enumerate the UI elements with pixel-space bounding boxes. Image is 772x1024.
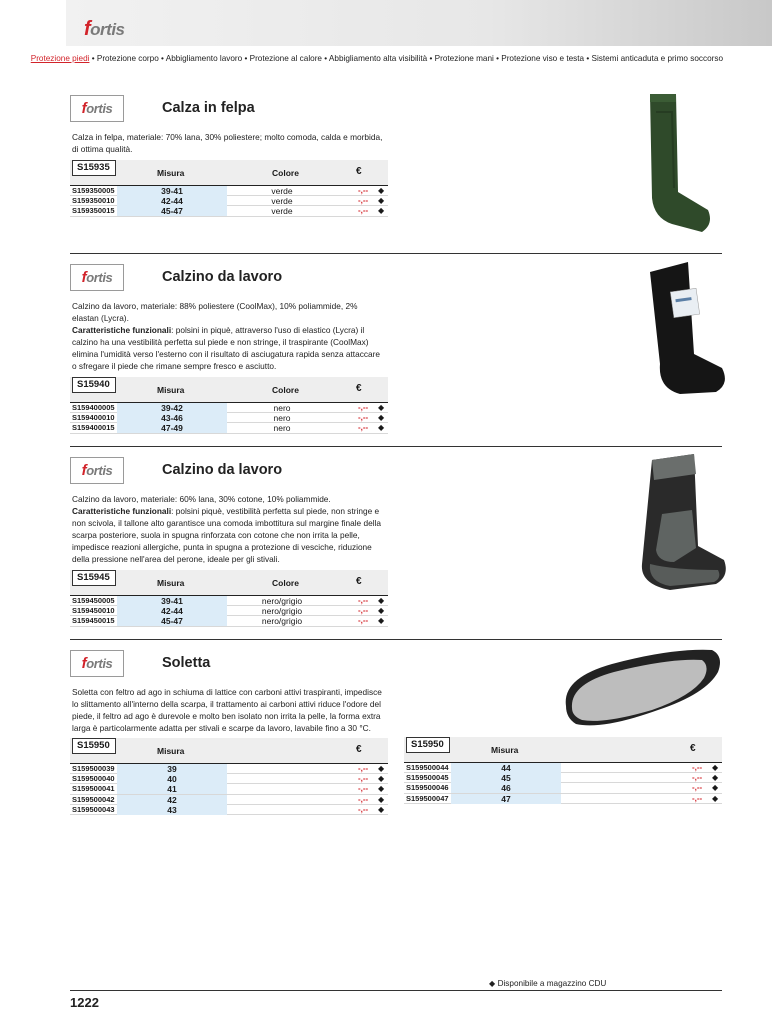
diamond-icon: ◆ (712, 763, 719, 772)
table-row: S159500044 44 -,-- ◆ (404, 763, 722, 773)
product-code: S15950 (406, 737, 450, 753)
brand-logo: fortis (84, 18, 125, 40)
product-description: Calza in felpa, materiale: 70% lana, 30% poliestere; molto comoda, calda e morbida, di ottima qualità. (72, 132, 383, 154)
insole-image (562, 646, 724, 732)
product-table: S15945 Misura Colore € S159450005 39-41 nero/grigio -,-- ◆ S159450010 42-44 nero/grigio -,-- ◆ S159450015 45-47 nero/grigio -,-- ◆ (70, 570, 388, 627)
product-table: S15935 Misura Colore € S159350005 39-41 verde -,-- ◆ S159350010 42-44 verde -,-- ◆ S159350015 45-47 verde -,-- ◆ (70, 160, 388, 217)
product-code: S15950 (72, 738, 116, 754)
green-sock-image (628, 92, 714, 240)
diamond-icon: ◆ (712, 783, 719, 793)
diamond-icon: ◆ (378, 403, 385, 412)
product-title: Calza in felpa (162, 100, 255, 116)
product-code: S15945 (72, 570, 116, 586)
product-code: S15940 (72, 377, 116, 393)
diamond-icon: ◆ (712, 793, 719, 803)
diamond-icon: ◆ (378, 413, 385, 423)
table-row: S159350010 42-44 verde -,-- ◆ (70, 196, 388, 206)
product-table: S15940 Misura Colore € S159400005 39-42 nero -,-- ◆ S159400010 43-46 nero -,-- ◆ S159400015 47-49 nero -,-- ◆ (70, 377, 388, 434)
section-divider (70, 253, 722, 254)
product-table-right: S15950 Misura € S159500044 44 -,-- ◆ S159500045 45 -,-- ◆ S159500046 46 -,-- ◆ S159500047 47 -,-- ◆ (404, 737, 722, 804)
section-divider (70, 639, 722, 640)
fortis-logo: fortis (70, 264, 124, 291)
table-row: S159450010 42-44 nero/grigio -,-- ◆ (70, 606, 388, 616)
table-row: S159500043 43 -,-- ◆ (70, 805, 388, 815)
page-number: 1222 (70, 995, 99, 1010)
diamond-icon: ◆ (378, 596, 385, 605)
table-row: S159500045 45 -,-- ◆ (404, 773, 722, 783)
table-row: S159350015 45-47 verde -,-- ◆ (70, 206, 388, 216)
diamond-icon: ◆ (378, 423, 385, 433)
nav-protezione-piedi[interactable]: Protezione piedi (30, 54, 90, 63)
table-row: S159400010 43-46 nero -,-- ◆ (70, 413, 388, 423)
product-description: Calzino da lavoro, materiale: 88% poliestere (CoolMax), 10% poliammide, 2% elastan (Lycra). Caratteristiche funzionali: polsini in piquè, attraverso l'uso di elastico (Lycra) il calzino ha una vestibilità perfetta sul piede e non stringe, il traspirante (CoolMax) elimina l'umidità verso l'esterno con il risultato di asciugatura rapida senza attaccare o sfregare il piede che rimane sempre fresco e asciutto. (72, 301, 381, 371)
table-row: S159400015 47-49 nero -,-- ◆ (70, 423, 388, 433)
diamond-icon: ◆ (378, 784, 385, 794)
product-title: Soletta (162, 655, 211, 671)
table-row: S159450005 39-41 nero/grigio -,-- ◆ (70, 596, 388, 606)
header-band (66, 0, 772, 46)
diamond-icon: ◆ (378, 764, 385, 773)
product-description: Calzino da lavoro, materiale: 60% lana, 30% cotone, 10% poliammide. Caratteristiche funzionali: polsini piquè, vestibilità perfetta sul piede, non stringe e non scivola, il tallone alto garantisce una comoda imbottitura sul margine finale della scarpa posteriore, suola in spugna rinforzata con cotone che non irrita la pelle, impedisce reazioni allergiche, punta in spugna a protezione di vesciche, riduzione della pressione nell'area del perone, ideale per gli stivali. (72, 494, 382, 564)
table-row: S159500041 41 -,-- ◆ (70, 784, 388, 794)
product-table-left: S15950 Misura € S159500039 39 -,-- ◆ S159500040 40 -,-- ◆ S159500041 41 -,-- ◆ S159500042 42 -,-- ◆ S159500043 43 -,-- ◆ (70, 738, 388, 815)
diamond-icon: ◆ (712, 773, 719, 783)
table-row: S159500046 46 -,-- ◆ (404, 783, 722, 793)
diamond-icon: ◆ (378, 616, 385, 626)
product-description: Soletta con feltro ad ago in schiuma di lattice con carboni attivi traspiranti, impedisce lo slittamento all'interno della scarpa, il trattamento ai carboni attivi riduce l'odore del piede, il feltro ad ago è durevole e molto ben isolato non irrita la pelle, la forma extra larga è particolarmente adatta per stivali e scarpe da lavoro, lavabile fino a 30 °C. (72, 687, 382, 733)
nav-other-categories[interactable]: • Protezione corpo • Abbigliamento lavoro • Protezione al calore • Abbigliamento alta visibilità • Protezione mani • Protezione viso e testa • Sistemi anticaduta e primo soccorso (89, 54, 723, 63)
fortis-logo: fortis (70, 457, 124, 484)
black-sock-image (640, 258, 730, 406)
table-row: S159350005 39-41 verde -,-- ◆ (70, 186, 388, 196)
product-title: Calzino da lavoro (162, 269, 283, 285)
product-title: Calzino da lavoro (162, 462, 283, 478)
product-code: S15935 (72, 160, 116, 176)
section-divider (70, 446, 722, 447)
diamond-icon: ◆ (489, 979, 496, 988)
category-nav (0, 54, 723, 63)
legend: ◆ Disponibile a magazzino CDU (489, 979, 607, 988)
grey-black-sock-image (634, 452, 730, 598)
diamond-icon: ◆ (378, 196, 385, 206)
table-row: S159400005 39-42 nero -,-- ◆ (70, 403, 388, 413)
diamond-icon: ◆ (378, 804, 385, 814)
table-row: S159500047 47 -,-- ◆ (404, 794, 722, 804)
fortis-logo: fortis (70, 95, 124, 122)
table-row: S159500042 42 -,-- ◆ (70, 795, 388, 805)
diamond-icon: ◆ (378, 606, 385, 616)
diamond-icon: ◆ (378, 206, 385, 216)
table-row: S159500039 39 -,-- ◆ (70, 764, 388, 774)
table-row: S159500040 40 -,-- ◆ (70, 774, 388, 784)
diamond-icon: ◆ (378, 186, 385, 195)
footer-divider (70, 990, 722, 991)
fortis-logo: fortis (70, 650, 124, 677)
diamond-icon: ◆ (378, 774, 385, 784)
table-row: S159450015 45-47 nero/grigio -,-- ◆ (70, 616, 388, 626)
diamond-icon: ◆ (378, 794, 385, 804)
